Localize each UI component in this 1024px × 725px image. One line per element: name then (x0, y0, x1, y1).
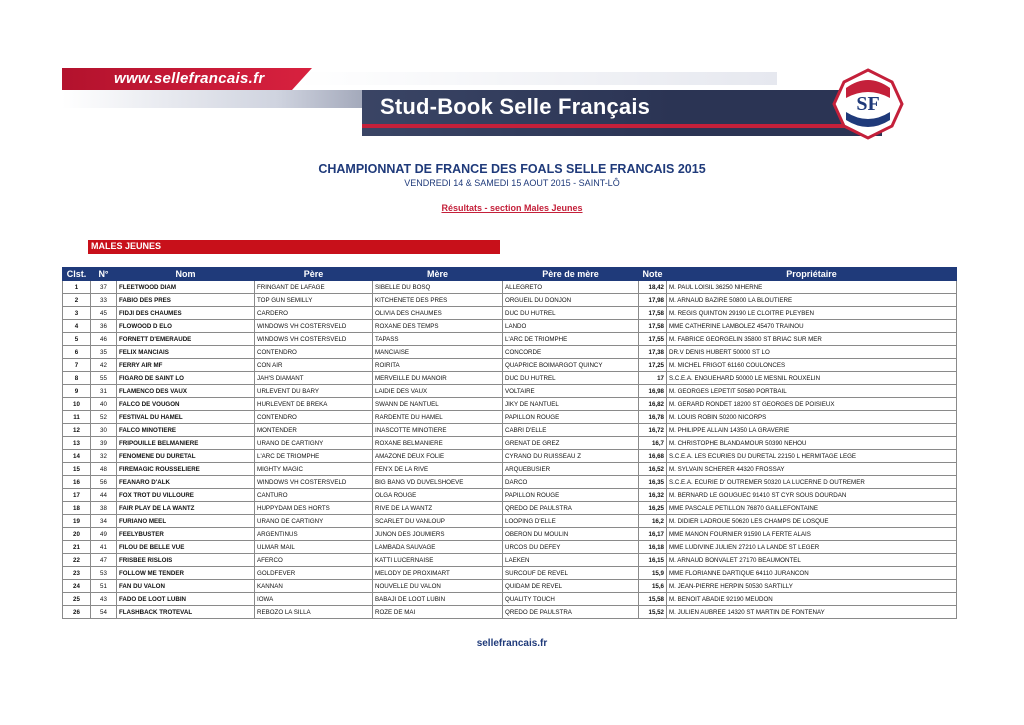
cell-owner: M. GEORGES LEPETIT 50580 PORTBAIL (667, 385, 957, 398)
cell-number: 47 (91, 554, 117, 567)
cell-rank: 3 (63, 307, 91, 320)
cell-dam: JUNON DES JOUMIERS (373, 528, 503, 541)
cell-dam-sire: QREDO DE PAULSTRA (503, 606, 639, 619)
cell-number: 45 (91, 307, 117, 320)
cell-sire: KANNAN (255, 580, 373, 593)
cell-sire: ULMAR MAIL (255, 541, 373, 554)
cell-owner: M. DIDIER LADROUE 50620 LES CHAMPS DE LOSQUE (667, 515, 957, 528)
cell-score: 16,78 (639, 411, 667, 424)
banner-red-underline (362, 124, 862, 128)
col-header-name: Nom (117, 268, 255, 281)
cell-dam-sire: QUAPRICE BOIMARGOT QUINCY (503, 359, 639, 372)
logo-text: SF (856, 93, 880, 115)
cell-score: 16,25 (639, 502, 667, 515)
table-row (63, 463, 957, 476)
cell-horse-name: FAIR PLAY DE LA WANTZ (117, 502, 255, 515)
cell-rank: 8 (63, 372, 91, 385)
cell-sire: CARDERO (255, 307, 373, 320)
cell-dam-sire: DARCO (503, 476, 639, 489)
cell-owner: M. GERARD RONDET 18200 ST GEORGES DE POISIEUX (667, 398, 957, 411)
cell-sire: HURLEVENT DE BREKA (255, 398, 373, 411)
cell-horse-name: FALCO MINOTIERE (117, 424, 255, 437)
cell-number: 49 (91, 528, 117, 541)
cell-horse-name: FABIO DES PRES (117, 294, 255, 307)
cell-number: 52 (91, 411, 117, 424)
cell-horse-name: FLAMENCO DES VAUX (117, 385, 255, 398)
cell-dam: TAPASS (373, 333, 503, 346)
cell-sire: IOWA (255, 593, 373, 606)
cell-dam: KITCHENETE DES PRES (373, 294, 503, 307)
table-row (63, 502, 957, 515)
cell-dam: RIVE DE LA WANTZ (373, 502, 503, 515)
banner-title: Stud-Book Selle Français (380, 94, 651, 119)
table-row (63, 424, 957, 437)
cell-horse-name: FESTIVAL DU HAMEL (117, 411, 255, 424)
cell-number: 35 (91, 346, 117, 359)
cell-number: 54 (91, 606, 117, 619)
cell-rank: 4 (63, 320, 91, 333)
cell-dam-sire: PAPILLON ROUGE (503, 411, 639, 424)
cell-dam-sire: QREDO DE PAULSTRA (503, 502, 639, 515)
cell-score: 17 (639, 372, 667, 385)
cell-rank: 20 (63, 528, 91, 541)
cell-horse-name: FERRY AIR MF (117, 359, 255, 372)
cell-owner: M. PAUL LOISIL 36250 NIHERNE (667, 281, 957, 294)
table-row (63, 346, 957, 359)
cell-horse-name: FURIANO MEEL (117, 515, 255, 528)
cell-dam: NOUVELLE DU VALON (373, 580, 503, 593)
table-row (63, 541, 957, 554)
cell-horse-name: FRIPOUILLE BELMANIERE (117, 437, 255, 450)
cell-dam-sire: DUC DU HUTREL (503, 372, 639, 385)
cell-dam: RARDENTE DU HAMEL (373, 411, 503, 424)
cell-dam: SIBELLE DU BOSQ (373, 281, 503, 294)
cell-rank: 17 (63, 489, 91, 502)
cell-rank: 25 (63, 593, 91, 606)
cell-number: 56 (91, 476, 117, 489)
cell-dam: MANCIAISE (373, 346, 503, 359)
cell-dam-sire: L'ARC DE TRIOMPHE (503, 333, 639, 346)
cell-rank: 13 (63, 437, 91, 450)
cell-horse-name: FIDJI DES CHAUMES (117, 307, 255, 320)
cell-sire: ARGENTINUS (255, 528, 373, 541)
cell-score: 17,38 (639, 346, 667, 359)
cell-horse-name: FAN DU VALON (117, 580, 255, 593)
cell-owner: M. PHILIPPE ALLAIN 14350 LA GRAVERIE (667, 424, 957, 437)
cell-horse-name: FEANARO D'ALK (117, 476, 255, 489)
cell-number: 53 (91, 567, 117, 580)
cell-dam: OLGA ROUGE (373, 489, 503, 502)
cell-dam: ROIRITA (373, 359, 503, 372)
cell-owner: M. BENOIT ABADIE 92190 MEUDON (667, 593, 957, 606)
cell-horse-name: FENOMENE DU DURETAL (117, 450, 255, 463)
cell-dam-sire: QUALITY TOUCH (503, 593, 639, 606)
cell-dam-sire: LANDO (503, 320, 639, 333)
cell-dam-sire: PAPILLON ROUGE (503, 489, 639, 502)
banner-url[interactable]: www.sellefrancais.fr (114, 70, 265, 87)
cell-number: 38 (91, 502, 117, 515)
cell-number: 36 (91, 320, 117, 333)
cell-horse-name: FOX TROT DU VILLOURE (117, 489, 255, 502)
cell-dam-sire: QUIDAM DE REVEL (503, 580, 639, 593)
cell-owner: M. FABRICE GEORGELIN 35800 ST BRIAC SUR MER (667, 333, 957, 346)
cell-score: 16,2 (639, 515, 667, 528)
cell-horse-name: FEELYBUSTER (117, 528, 255, 541)
cell-sire: FRINGANT DE LAFAGE (255, 281, 373, 294)
cell-horse-name: FIREMAGIC ROUSSELIERE (117, 463, 255, 476)
cell-dam: LAMBADA SAUVAGE (373, 541, 503, 554)
cell-owner: S.C.E.A. ENGUEHARD 50000 LE MESNIL ROUXELIN (667, 372, 957, 385)
cell-rank: 18 (63, 502, 91, 515)
stud-book-logo (832, 68, 904, 140)
cell-dam-sire: GRENAT DE GREZ (503, 437, 639, 450)
table-row (63, 411, 957, 424)
cell-horse-name: FIGARO DE SAINT LO (117, 372, 255, 385)
cell-dam-sire: ALLEGRETO (503, 281, 639, 294)
table-row (63, 320, 957, 333)
cell-sire: WINDOWS VH COSTERSVELD (255, 333, 373, 346)
cell-owner: M. ARNAUD BAZIRE 50800 LA BLOUTIERE (667, 294, 957, 307)
cell-score: 16,18 (639, 541, 667, 554)
cell-rank: 11 (63, 411, 91, 424)
cell-number: 34 (91, 515, 117, 528)
table-row (63, 359, 957, 372)
table-row (63, 476, 957, 489)
cell-owner: S.C.E.A. LES ECURIES DU DURETAL 22150 L HERMITAGE LEGE (667, 450, 957, 463)
cell-rank: 21 (63, 541, 91, 554)
cell-score: 16,35 (639, 476, 667, 489)
cell-owner: M. REGIS QUINTON 29190 LE CLOITRE PLEYBEN (667, 307, 957, 320)
cell-owner: M. LOUIS ROBIN 50200 NICORPS (667, 411, 957, 424)
cell-dam: MERVEILLE DU MANOIR (373, 372, 503, 385)
cell-sire: JAH'S DIAMANT (255, 372, 373, 385)
cell-sire: CANTURO (255, 489, 373, 502)
cell-sire: MIGHTY MAGIC (255, 463, 373, 476)
cell-owner: M. ARNAUD BONVALET 27170 BEAUMONTEL (667, 554, 957, 567)
cell-owner: MME PASCALE PETILLON 76870 GAILLEFONTAINE (667, 502, 957, 515)
section-label: MALES JEUNES (91, 241, 162, 251)
cell-dam-sire: OBERON DU MOULIN (503, 528, 639, 541)
cell-rank: 26 (63, 606, 91, 619)
table-row (63, 385, 957, 398)
cell-rank: 19 (63, 515, 91, 528)
cell-owner: M. BERNARD LE GOUGUEC 91410 ST CYR SOUS DOURDAN (667, 489, 957, 502)
cell-dam: LAIDIE DES VAUX (373, 385, 503, 398)
cell-score: 15,52 (639, 606, 667, 619)
cell-rank: 14 (63, 450, 91, 463)
cell-sire: WINDOWS VH COSTERSVELD (255, 320, 373, 333)
table-row (63, 567, 957, 580)
cell-dam-sire: SURCOUF DE REVEL (503, 567, 639, 580)
cell-dam-sire: JIKY DE NANTUEL (503, 398, 639, 411)
cell-rank: 12 (63, 424, 91, 437)
cell-number: 37 (91, 281, 117, 294)
cell-sire: L'ARC DE TRIOMPHE (255, 450, 373, 463)
cell-dam-sire: DUC DU HUTREL (503, 307, 639, 320)
cell-number: 31 (91, 385, 117, 398)
cell-owner: MME LUDIVINE JULIEN 27210 LA LANDE ST LEGER (667, 541, 957, 554)
cell-dam-sire: LAEKEN (503, 554, 639, 567)
cell-dam: ROXANE DES TEMPS (373, 320, 503, 333)
section-bar (88, 240, 500, 254)
col-header-sire: Père (255, 268, 373, 281)
cell-score: 16,82 (639, 398, 667, 411)
cell-number: 51 (91, 580, 117, 593)
cell-dam: ROXANE BELMANIERE (373, 437, 503, 450)
cell-dam-sire: VOLTAIRE (503, 385, 639, 398)
cell-score: 17,58 (639, 307, 667, 320)
col-header-owner: Propriétaire (667, 268, 957, 281)
table-row (63, 489, 957, 502)
col-header-dam-sire: Père de mère (503, 268, 639, 281)
cell-score: 17,58 (639, 320, 667, 333)
col-header-rank: Clst. (63, 268, 91, 281)
table-row (63, 281, 957, 294)
col-header-score: Note (639, 268, 667, 281)
cell-sire: CONTENDRO (255, 411, 373, 424)
cell-owner: M. CHRISTOPHE BLANDAMOUR 50390 NEHOU (667, 437, 957, 450)
cell-owner: M. MICHEL FRIGOT 61160 COULONCES (667, 359, 957, 372)
cell-sire: URLEVENT DU BARY (255, 385, 373, 398)
cell-rank: 10 (63, 398, 91, 411)
cell-number: 32 (91, 450, 117, 463)
cell-horse-name: FLEETWOOD DIAM (117, 281, 255, 294)
cell-rank: 7 (63, 359, 91, 372)
cell-dam-sire: ARQUEBUSIER (503, 463, 639, 476)
cell-rank: 1 (63, 281, 91, 294)
cell-number: 40 (91, 398, 117, 411)
table-row (63, 398, 957, 411)
table-row (63, 528, 957, 541)
cell-sire: REBOZO LA SILLA (255, 606, 373, 619)
cell-number: 43 (91, 593, 117, 606)
cell-dam-sire: LOOPING D'ELLE (503, 515, 639, 528)
cell-score: 16,72 (639, 424, 667, 437)
results-table (62, 267, 957, 619)
cell-horse-name: FRISBEE RISLOIS (117, 554, 255, 567)
cell-dam: SCARLET DU VANLOUP (373, 515, 503, 528)
footer-link[interactable]: sellefrancais.fr (476, 638, 548, 649)
cell-dam-sire: ORGUEIL DU DONJON (503, 294, 639, 307)
cell-sire: URANO DE CARTIGNY (255, 437, 373, 450)
cell-owner: MME FLORIANNE DARTIQUE 64110 JURANCON (667, 567, 957, 580)
table-row (63, 307, 957, 320)
cell-sire: CON AIR (255, 359, 373, 372)
cell-horse-name: FLASHBACK TROTEVAL (117, 606, 255, 619)
cell-sire: URANO DE CARTIGNY (255, 515, 373, 528)
table-header-row (63, 268, 957, 281)
cell-score: 16,98 (639, 385, 667, 398)
cell-number: 46 (91, 333, 117, 346)
cell-score: 17,98 (639, 294, 667, 307)
cell-dam: AMAZONE DEUX FOLIE (373, 450, 503, 463)
cell-dam-sire: CYRANO DU RUISSEAU Z (503, 450, 639, 463)
cell-score: 15,9 (639, 567, 667, 580)
cell-horse-name: FELIX MANCIAIS (117, 346, 255, 359)
page-title: CHAMPIONNAT DE FRANCE DES FOALS SELLE FRANCAIS 2015 (318, 162, 706, 176)
cell-dam: OLIVIA DES CHAUMES (373, 307, 503, 320)
table-row (63, 372, 957, 385)
cell-rank: 2 (63, 294, 91, 307)
cell-score: 16,68 (639, 450, 667, 463)
table-row (63, 294, 957, 307)
cell-rank: 16 (63, 476, 91, 489)
cell-score: 16,7 (639, 437, 667, 450)
table-row (63, 515, 957, 528)
table-row (63, 554, 957, 567)
cell-horse-name: FADO DE LOOT LUBIN (117, 593, 255, 606)
cell-rank: 5 (63, 333, 91, 346)
cell-owner: M. JEAN-PIERRE HERPIN 50530 SARTILLY (667, 580, 957, 593)
table-row (63, 606, 957, 619)
cell-score: 15,6 (639, 580, 667, 593)
cell-rank: 9 (63, 385, 91, 398)
cell-sire: MONTENDER (255, 424, 373, 437)
cell-owner: MME MANON FOURNIER 91590 LA FERTE ALAIS (667, 528, 957, 541)
event-dates: VENDREDI 14 & SAMEDI 15 AOUT 2015 - SAINT-LÔ (404, 178, 620, 188)
cell-horse-name: FORNETT D'EMERAUDE (117, 333, 255, 346)
cell-dam: BIG BANG VD DUVELSHOEVE (373, 476, 503, 489)
cell-score: 16,52 (639, 463, 667, 476)
cell-sire: WINDOWS VH COSTERSVELD (255, 476, 373, 489)
cell-horse-name: FOLLOW ME TENDER (117, 567, 255, 580)
cell-score: 15,58 (639, 593, 667, 606)
cell-owner: MME CATHERINE LAMBOLEZ 45470 TRAINOU (667, 320, 957, 333)
cell-horse-name: FALCO DE VOUGON (117, 398, 255, 411)
table-row (63, 593, 957, 606)
cell-rank: 22 (63, 554, 91, 567)
cell-number: 48 (91, 463, 117, 476)
table-row (63, 333, 957, 346)
cell-number: 41 (91, 541, 117, 554)
cell-owner: DR.V DENIS HUBERT 50000 ST LO (667, 346, 957, 359)
cell-sire: HUPPYDAM DES HORTS (255, 502, 373, 515)
cell-owner: M. JULIEN AUBREE 14320 ST MARTIN DE FONTENAY (667, 606, 957, 619)
cell-dam: SWANN DE NANTUEL (373, 398, 503, 411)
cell-number: 55 (91, 372, 117, 385)
cell-rank: 23 (63, 567, 91, 580)
cell-rank: 24 (63, 580, 91, 593)
cell-sire: CONTENDRO (255, 346, 373, 359)
cell-dam: INASCOTTE MINOTIERE (373, 424, 503, 437)
table-row (63, 580, 957, 593)
cell-sire: AFERCO (255, 554, 373, 567)
col-header-dam: Mère (373, 268, 503, 281)
table-row (63, 450, 957, 463)
cell-score: 18,42 (639, 281, 667, 294)
cell-dam: FEN'X DE LA RIVE (373, 463, 503, 476)
cell-number: 44 (91, 489, 117, 502)
cell-number: 30 (91, 424, 117, 437)
cell-dam-sire: URCOS DU DEFEY (503, 541, 639, 554)
cell-score: 17,55 (639, 333, 667, 346)
cell-horse-name: FILOU DE BELLE VUE (117, 541, 255, 554)
cell-number: 39 (91, 437, 117, 450)
section-results-link[interactable]: Résultats - section Males Jeunes (441, 203, 583, 213)
banner-light-stripe (297, 72, 777, 85)
col-header-number: N° (91, 268, 117, 281)
table-row (63, 437, 957, 450)
cell-score: 16,17 (639, 528, 667, 541)
cell-dam: MELODY DE PROXIMART (373, 567, 503, 580)
cell-dam: ROZE DE MAI (373, 606, 503, 619)
cell-rank: 6 (63, 346, 91, 359)
cell-score: 17,25 (639, 359, 667, 372)
cell-score: 16,32 (639, 489, 667, 502)
cell-score: 16,15 (639, 554, 667, 567)
cell-horse-name: FLOWOOD D ELO (117, 320, 255, 333)
cell-number: 42 (91, 359, 117, 372)
cell-rank: 15 (63, 463, 91, 476)
cell-dam: KATTI LUCERNAISE (373, 554, 503, 567)
header-banner (62, 68, 962, 138)
cell-dam-sire: CABRI D'ELLE (503, 424, 639, 437)
cell-owner: S.C.E.A. ECURIE D' OUTREMER 50320 LA LUCERNE D OUTREMER (667, 476, 957, 489)
cell-sire: GOLDFEVER (255, 567, 373, 580)
cell-dam: BABAJI DE LOOT LUBIN (373, 593, 503, 606)
cell-number: 33 (91, 294, 117, 307)
cell-owner: M. SYLVAIN SCHERER 44320 FROSSAY (667, 463, 957, 476)
cell-dam-sire: CONCORDE (503, 346, 639, 359)
cell-sire: TOP GUN SEMILLY (255, 294, 373, 307)
